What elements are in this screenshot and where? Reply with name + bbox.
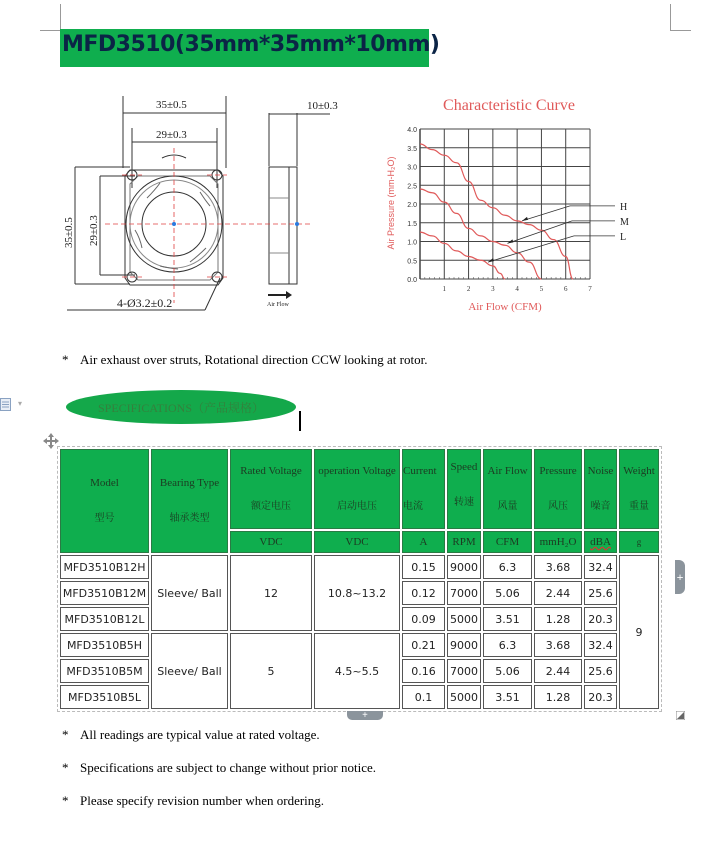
series-label-L: L bbox=[620, 231, 627, 243]
cell-air-flow: 5.06 bbox=[483, 659, 532, 683]
chart-title: Characteristic Curve bbox=[443, 97, 575, 114]
cell-model: MFD3510B5H bbox=[60, 633, 149, 657]
y-tick-label: 1.5 bbox=[407, 220, 417, 228]
bullet-star: * bbox=[62, 760, 69, 775]
cell-noise: 20.3 bbox=[584, 685, 617, 709]
y-tick-label: 0.5 bbox=[407, 258, 417, 266]
table-row bbox=[60, 555, 659, 579]
callout-arrowhead-H bbox=[522, 217, 528, 221]
x-tick-label: 6 bbox=[563, 285, 568, 293]
cell-pressure: 2.44 bbox=[534, 581, 582, 605]
cell-noise: 32.4 bbox=[584, 633, 617, 657]
cell-speed: 9000 bbox=[447, 555, 481, 579]
header-rated-voltage: Rated Voltage 额定电压 bbox=[230, 449, 312, 529]
curve-L bbox=[420, 232, 505, 279]
y-tick-label: 3.0 bbox=[407, 164, 417, 172]
cell-rated-voltage: 5 bbox=[230, 633, 312, 709]
specifications-heading-text: SPECIFICATIONS（产品规格） bbox=[97, 400, 265, 415]
cell-bearing: Sleeve/ Ball bbox=[151, 633, 228, 709]
y-tick-label: 2.5 bbox=[407, 183, 417, 191]
cell-pressure: 1.28 bbox=[534, 607, 582, 631]
note-airflow bbox=[62, 352, 427, 368]
dim-label-height-outer: 35±0.5 bbox=[63, 217, 75, 248]
x-tick-label: 2 bbox=[466, 285, 471, 293]
bullet-star: * bbox=[62, 352, 69, 367]
cell-pressure: 3.68 bbox=[534, 555, 582, 579]
cell-current: 0.21 bbox=[402, 633, 445, 657]
table-unit-row bbox=[60, 531, 659, 553]
header-operation-voltage: operation Voltage 启动电压 bbox=[314, 449, 400, 529]
cell-noise: 20.3 bbox=[584, 607, 617, 631]
center-point bbox=[172, 222, 176, 226]
header-current: Current 电流 bbox=[402, 449, 445, 529]
note-text: Specifications are subject to change without prior notice. bbox=[80, 760, 377, 775]
unit-speed: RPM bbox=[447, 531, 481, 553]
page-corner-mark-left bbox=[40, 4, 61, 31]
cell-model: MFD3510B12H bbox=[60, 555, 149, 579]
note-text: All readings are typical value at rated voltage. bbox=[80, 727, 320, 742]
add-row-button[interactable]: + bbox=[347, 711, 383, 720]
x-tick-label: 5 bbox=[539, 285, 544, 293]
unit-current: A bbox=[402, 531, 445, 553]
cell-air-flow: 6.3 bbox=[483, 555, 532, 579]
characteristic-curve-chart bbox=[380, 88, 640, 320]
bullet-star: * bbox=[62, 793, 69, 808]
cell-air-flow: 6.3 bbox=[483, 633, 532, 657]
header-bearing-type: Bearing Type 轴承类型 bbox=[151, 449, 228, 553]
y-tick-label: 0.0 bbox=[407, 277, 417, 284]
cell-rated-voltage: 12 bbox=[230, 555, 312, 631]
bullet-star: * bbox=[62, 727, 69, 742]
note-readings bbox=[62, 727, 320, 743]
center-point-side bbox=[295, 222, 299, 226]
curve-M bbox=[420, 189, 541, 279]
cell-model: MFD3510B5M bbox=[60, 659, 149, 683]
cell-noise: 25.6 bbox=[584, 581, 617, 605]
series-label-M: M bbox=[620, 216, 629, 228]
add-column-button[interactable]: + bbox=[675, 560, 685, 594]
cell-model: MFD3510B5L bbox=[60, 685, 149, 709]
dim-label-holes: 4-Ø3.2±0.2 bbox=[117, 296, 173, 310]
specifications-table bbox=[57, 446, 662, 712]
unit-air-flow: CFM bbox=[483, 531, 532, 553]
header-air-flow: Air Flow 风量 bbox=[483, 449, 532, 529]
y-tick-label: 3.5 bbox=[407, 145, 417, 153]
cell-pressure: 2.44 bbox=[534, 659, 582, 683]
paste-options-icon[interactable] bbox=[0, 398, 11, 411]
cell-speed: 7000 bbox=[447, 581, 481, 605]
note-revision-number bbox=[62, 793, 324, 809]
airflow-label: Air Flow bbox=[267, 302, 289, 308]
cell-current: 0.09 bbox=[402, 607, 445, 631]
curve-H bbox=[420, 144, 573, 279]
cell-pressure: 3.68 bbox=[534, 633, 582, 657]
table-header-row bbox=[60, 449, 659, 529]
cell-model: MFD3510B12M bbox=[60, 581, 149, 605]
dimension-drawing bbox=[60, 88, 360, 320]
chart-x-axis-label: Air Flow (CFM) bbox=[468, 301, 542, 313]
series-label-H: H bbox=[620, 201, 628, 213]
y-tick-label: 1.0 bbox=[407, 239, 417, 247]
airflow-arrow-icon bbox=[268, 291, 292, 299]
cell-current: 0.15 bbox=[402, 555, 445, 579]
fan-side-view bbox=[269, 167, 297, 284]
note-text: Air exhaust over struts, Rotational direction CCW looking at rotor. bbox=[80, 352, 428, 367]
cell-current: 0.16 bbox=[402, 659, 445, 683]
cell-operation-voltage: 10.8~13.2 bbox=[314, 555, 400, 631]
note-subject-to-change bbox=[62, 760, 376, 776]
table-resize-handle-icon[interactable] bbox=[676, 711, 685, 720]
unit-operation-voltage: VDC bbox=[314, 531, 400, 553]
page-corner-mark-right bbox=[670, 4, 691, 31]
text-cursor bbox=[299, 411, 301, 431]
unit-noise: dBA bbox=[590, 536, 611, 548]
unit-pressure: mmH₂O bbox=[534, 531, 582, 553]
header-pressure: Pressure 风压 bbox=[534, 449, 582, 529]
cell-model: MFD3510B12L bbox=[60, 607, 149, 631]
dim-label-height-inner: 29±0.3 bbox=[88, 215, 100, 246]
cell-weight: 9 bbox=[619, 555, 659, 709]
table-row bbox=[60, 633, 659, 657]
dim-label-width-inner: 29±0.3 bbox=[156, 129, 187, 141]
specifications-heading bbox=[66, 390, 296, 424]
header-model: Model 型号 bbox=[60, 449, 149, 553]
cell-operation-voltage: 4.5~5.5 bbox=[314, 633, 400, 709]
unit-noise-cell bbox=[584, 531, 617, 553]
cell-speed: 5000 bbox=[447, 685, 481, 709]
cell-current: 0.1 bbox=[402, 685, 445, 709]
title-banner bbox=[60, 29, 440, 67]
y-tick-label: 2.0 bbox=[407, 202, 417, 209]
callout-leader-L bbox=[488, 236, 574, 262]
header-weight: Weight 重量 bbox=[619, 449, 659, 529]
x-tick-label: 1 bbox=[442, 285, 447, 293]
dim-label-depth: 10±0.3 bbox=[307, 100, 338, 112]
cell-speed: 7000 bbox=[447, 659, 481, 683]
unit-weight: g bbox=[619, 531, 659, 553]
x-tick-label: 4 bbox=[515, 285, 519, 293]
x-tick-label: 7 bbox=[588, 285, 592, 293]
cell-speed: 9000 bbox=[447, 633, 481, 657]
cell-noise: 32.4 bbox=[584, 555, 617, 579]
x-tick-label: 3 bbox=[491, 285, 495, 293]
cell-air-flow: 5.06 bbox=[483, 581, 532, 605]
paste-options-dropdown-icon[interactable]: ▾ bbox=[18, 399, 23, 408]
dim-label-width-outer: 35±0.5 bbox=[156, 99, 187, 111]
callout-leader-H bbox=[522, 206, 570, 221]
unit-rated-voltage: VDC bbox=[230, 531, 312, 553]
cell-noise: 25.6 bbox=[584, 659, 617, 683]
chart-y-axis-label: Air Pressure (mm-H₂O) bbox=[386, 156, 396, 250]
header-speed: Speed 转速 bbox=[447, 449, 481, 529]
cell-air-flow: 3.51 bbox=[483, 685, 532, 709]
note-text: Please specify revision number when ordering. bbox=[80, 793, 325, 808]
cell-air-flow: 3.51 bbox=[483, 607, 532, 631]
page-title: MFD3510(35mm*35mm*10mm) bbox=[62, 32, 440, 57]
cell-speed: 5000 bbox=[447, 607, 481, 631]
y-tick-label: 4.0 bbox=[407, 127, 417, 134]
header-noise: Noise 噪音 bbox=[584, 449, 617, 529]
cell-pressure: 1.28 bbox=[534, 685, 582, 709]
cell-bearing: Sleeve/ Ball bbox=[151, 555, 228, 631]
cell-current: 0.12 bbox=[402, 581, 445, 605]
